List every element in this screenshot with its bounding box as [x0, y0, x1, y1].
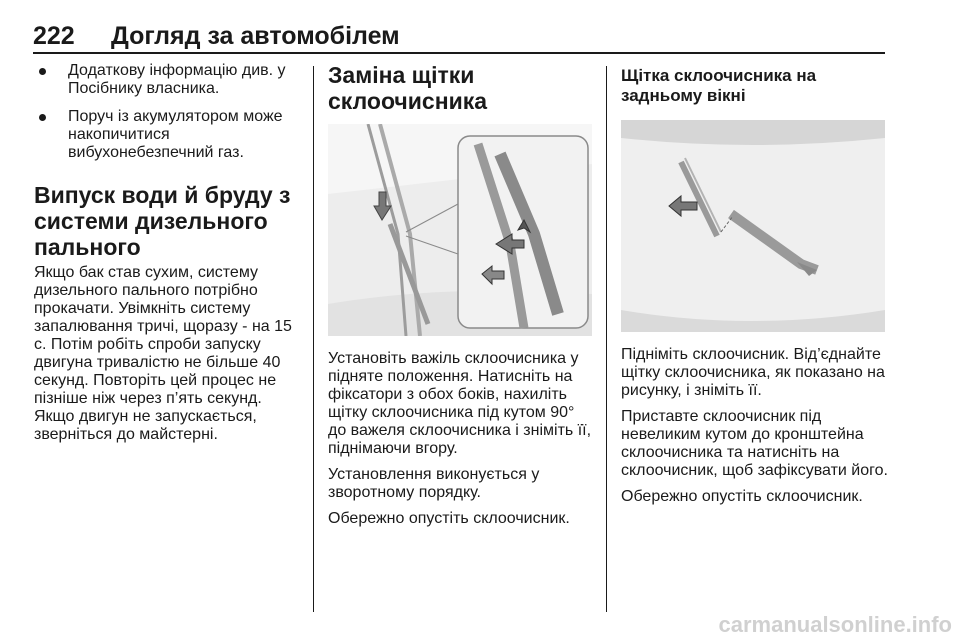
column-middle: [328, 62, 596, 528]
column-divider-1: [313, 66, 314, 612]
rear-wiper-paragraph-3: Обережно опустіть склоочисник.: [621, 488, 863, 505]
rear-wiper-illustration: [621, 120, 885, 332]
chapter-title: Догляд за автомобілем: [111, 22, 400, 50]
column-divider-2: [606, 66, 607, 612]
section-heading-rear-wiper: Щітка склоочисника на задньому вікні: [621, 66, 817, 105]
section-heading-wiper: Заміна щітки склоочисника: [328, 62, 488, 114]
column-right: [621, 62, 889, 506]
watermark: carmanualsonline.info: [718, 612, 952, 637]
list-item: [34, 62, 302, 98]
bullet-dot: [39, 114, 46, 121]
wiper-paragraph-2: Установлення виконується у зворотному порядку.: [328, 466, 540, 501]
section-heading-diesel: Випуск води й бруду з системи дизельного пального: [34, 182, 291, 260]
wiper-blade-figure: [328, 124, 592, 336]
list-item: [34, 108, 302, 162]
bullet-text: Поруч із акумулятором може накопичитися вибухонебезпечний газ.: [68, 108, 283, 161]
page-header: [33, 14, 885, 54]
bullet-dot: [39, 68, 46, 75]
column-left: [34, 62, 302, 444]
rear-wiper-figure: [621, 120, 885, 332]
header-rule: [33, 52, 885, 54]
bullet-list: [34, 62, 302, 162]
diesel-paragraph: Якщо бак став сухим, систему дизельного пального потрібно прокачати. Увімкніть систему запалювання тричі, щоразу - на 15 с. Потім робіть спроби запуску двигуна тривалістю не більше 40 секунд. Повторіть цей процес не пізніше ніж через п’ять секунд. Якщо двигун не запускається, зверніться до майстерні.: [34, 264, 292, 443]
page-number: 222: [33, 22, 75, 50]
wiper-paragraph-3: Обережно опустіть склоочисник.: [328, 510, 570, 527]
wiper-paragraph-1: Установіть важіль склоочисника у підняте положення. Натисніть на фіксатори з обох боків, нахиліть щітку склоочисника під кутом 90° до важеля склоочисника і зніміть її, піднімаючи вгору.: [328, 350, 592, 457]
wiper-blade-illustration: [328, 124, 592, 336]
rear-wiper-paragraph-1: Підніміть склоочисник. Від’єднайте щітку склоочисника, як показано на рисунку, і зніміть її.: [621, 346, 885, 399]
rear-wiper-paragraph-2: Приставте склоочисник під невеликим кутом до кронштейна склоочисника та натисніть на склоочисник, щоб зафіксувати його.: [621, 408, 888, 479]
bullet-text: Додаткову інформацію див. у Посібнику власника.: [68, 62, 286, 97]
